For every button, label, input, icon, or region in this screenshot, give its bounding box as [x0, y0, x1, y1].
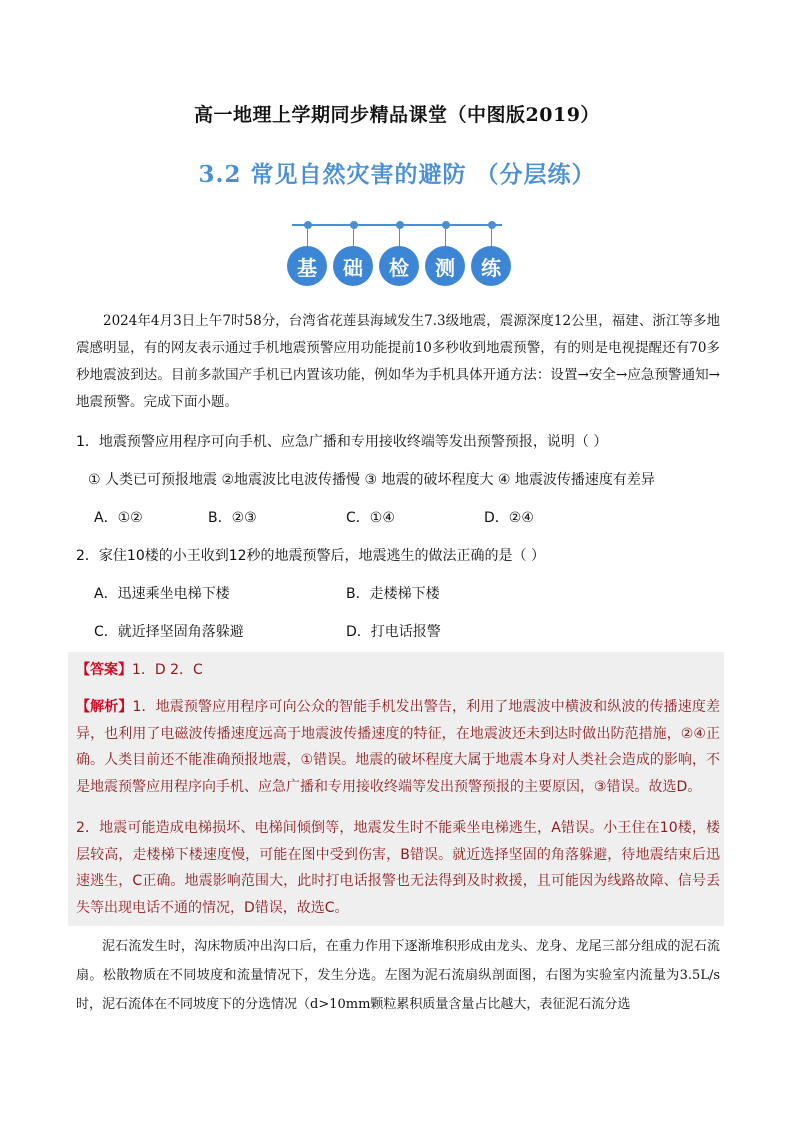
- question-1-option-b: B．②③: [208, 510, 257, 526]
- badge-stem: [353, 225, 354, 247]
- question-1-statements: ① 人类已可预报地震 ②地震波比电波传播慢 ③ 地震的破坏程度大 ④ 地震波传播速度有差异: [88, 472, 655, 488]
- question-1-stem: 1．地震预警应用程序可向手机、应急广播和专用接收终端等发出预警预报，说明（ ）: [76, 434, 608, 450]
- badge-dot: [304, 221, 312, 229]
- question-2-option-c: C．就近择坚固角落躲避: [94, 624, 244, 640]
- badge-stem: [445, 225, 446, 247]
- page-title: 高一地理上学期同步精品课堂（中图版2019）: [194, 104, 600, 126]
- intro-paragraph: 2024年4月3日上午7时58分，台湾省花莲县海域发生7.3级地震，震源深度12公里，福建、浙江等多地震感明显，有的网友表示通过手机地震预警应用功能提前10多秒收到地震预警，有的则是电视提醒还有70多秒地震波到达。目前多款国产手机已内置该功能，例如华为手机具体开通方法：设置→安全→应急预警通知→地震预警。完成下面小题。: [76, 313, 720, 410]
- badge-char: 基: [287, 246, 327, 286]
- intro-paragraph-2: 泥石流发生时，沟床物质冲出沟口后，在重力作用下逐渐堆积形成由龙头、龙身、龙尾三部分组成的泥石流扇。松散物质在不同坡度和流量情况下，发生分选。左图为泥石流扇纵剖面图，右图为实验室内流量为3.5L/s时，泥石流体在不同坡度下的分选情况（d>10mm颗粒累积质量含量占比越大，表征泥石流分选: [76, 939, 720, 1012]
- analysis-1: [76, 694, 720, 800]
- question-1-option-a: A．①②: [94, 510, 143, 526]
- badge-dot: [488, 221, 496, 229]
- answer-tag: 【答案】: [76, 662, 132, 678]
- section-badge: [286, 218, 508, 288]
- question-1-option-d: D．②④: [484, 510, 534, 526]
- badge-stem: [399, 225, 400, 247]
- question-2-option-d: D．打电话报警: [346, 624, 441, 640]
- badge-stem: [491, 225, 492, 247]
- badge-dot: [396, 221, 404, 229]
- question-2-option-b: B．走楼梯下楼: [346, 586, 440, 602]
- question-2-option-a: A．迅速乘坐电梯下楼: [94, 586, 230, 602]
- analysis-2: 2．地震可能造成电梯损坏、电梯间倾倒等，地震发生时不能乘坐电梯逃生，A错误。小王住在10楼，楼层较高，走楼梯下楼速度慢，可能在图中受到伤害，B错误。就近选择坚固的角落躲避，待地震结束后迅速逃生，C正确。地震影响范围大，此时打电话报警也无法得到及时救援，且可能因为线路故障、信号丢失等出现电话不通的情况，D错误，故选C。: [76, 820, 720, 916]
- answer-text: 1．D 2．C: [132, 662, 203, 678]
- question-2-stem: 2．家住10楼的小王收到12秒的地震预警后，地震逃生的做法正确的是（ ）: [76, 548, 545, 564]
- badge-dot: [350, 221, 358, 229]
- badge-stem: [307, 225, 308, 247]
- answer-line: [76, 656, 720, 685]
- badge-char: 础: [333, 246, 373, 286]
- badge-char: 检: [379, 246, 419, 286]
- page-subtitle: 3.2 常见自然灾害的避防 （分层练）: [198, 161, 596, 188]
- badge-char: 练: [471, 246, 511, 286]
- analysis-1-text: 1．地震预警应用程序可向公众的智能手机发出警告，利用了地震波中横波和纵波的传播速度差异，也利用了电磁波传播速度远高于地震波传播速度的特征，在地震波还未到达时做出防范措施，②④正确。人类目前还不能准确预报地震，①错误。地震的破坏程度大属于地震本身对人类社会造成的影响，不是地震预警应用程序向手机、应急广播和专用接收终端等发出预警预报的主要原因，③错误。故选D。: [76, 699, 720, 795]
- analysis-tag: 【解析】: [76, 699, 133, 715]
- badge-char: 测: [425, 246, 465, 286]
- question-1-option-c: C．①④: [346, 510, 395, 526]
- badge-dot: [442, 221, 450, 229]
